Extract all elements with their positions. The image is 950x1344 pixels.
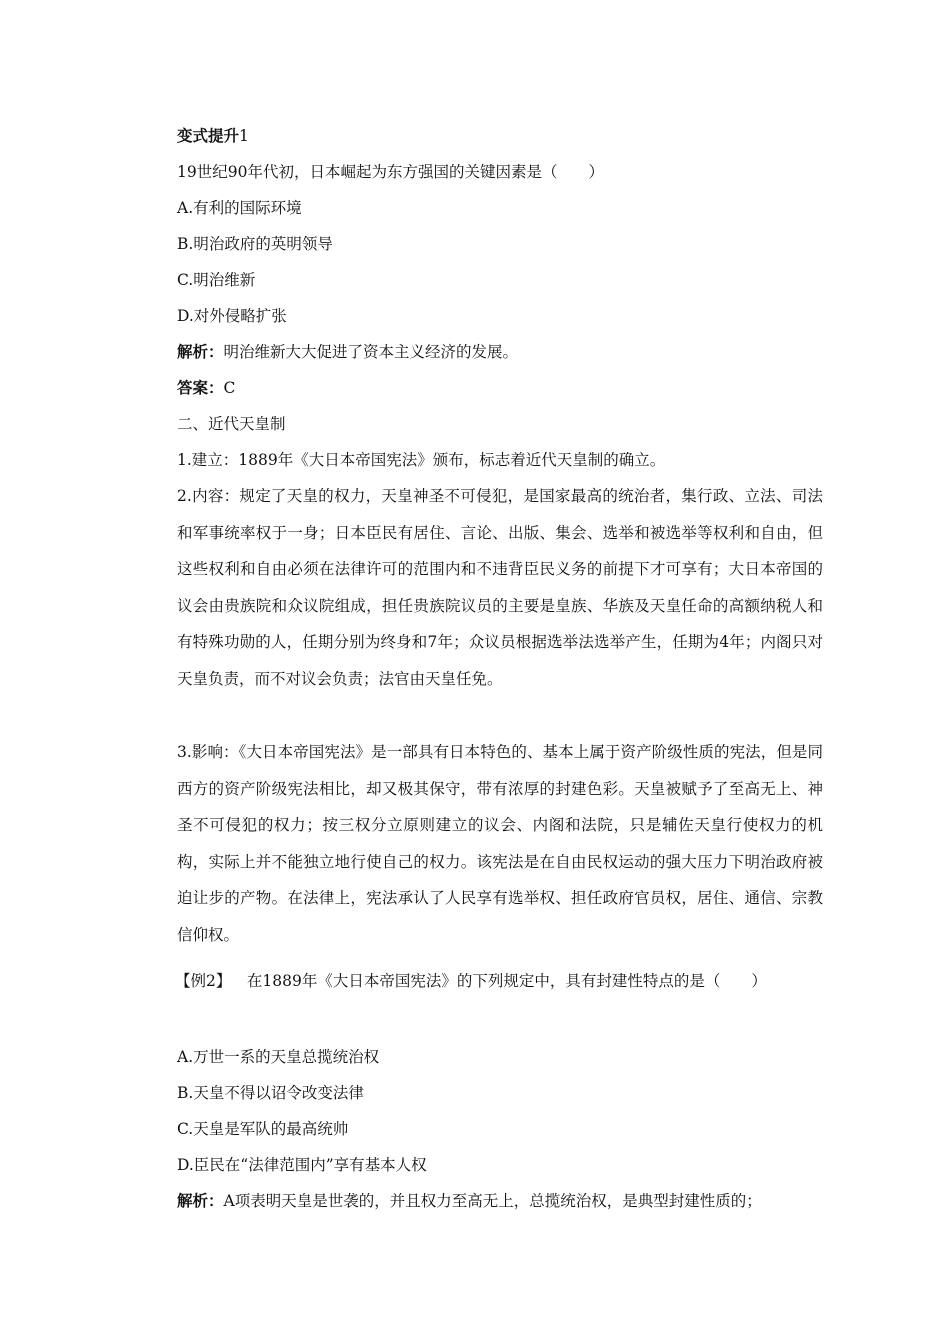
section-title: 二、近代天皇制 bbox=[177, 415, 286, 433]
example2-option-a: A.万世一系的天皇总揽统治权 bbox=[177, 1048, 380, 1066]
variant-option-c: C.明治维新 bbox=[177, 271, 256, 289]
example2-option-b: B.天皇不得以诏令改变法律 bbox=[177, 1084, 364, 1102]
variant-answer: 答案：C bbox=[177, 378, 236, 397]
variant-option-a: A.有利的国际环境 bbox=[177, 199, 302, 217]
section-item-2: 2.内容：规定了天皇的权力，天皇神圣不可侵犯，是国家最高的统治者，集行政、立法、司法和军事统率权于一身；日本臣民有居住、言论、出版、集会、选举和被选举等权利和自由，但这些权利和自由必须在法律许可的范围内和不违背臣民义务的前提下才可享有；大日本帝国的议会由贵族院和众议院组成，担任贵族院议员的主要是皇族、华族及天皇任命的高额纳税人和有特殊功勋的人，任期分别为终身和7年；众议员根据选举法选举产生，任期为4年；内阁只对天皇负责，而不对议会负责；法官由天皇任免。 bbox=[177, 487, 823, 688]
example2-analysis: 解析：A项表明天皇是世袭的，并且权力至高无上，总揽统治权，是典型封建性质的； bbox=[177, 1191, 762, 1210]
section-item-3: 3.影响：《大日本帝国宪法》是一部具有日本特色的、基本上属于资产阶级性质的宪法，但是同西方的资产阶级宪法相比，却又极其保守，带有浓厚的封建色彩。天皇被赋予了至高无上、神圣不可侵犯的权力；按三权分立原则建立的议会、内阁和法院，只是辅佐天皇行使权力的机构，实际上并不能独立地行使自己的权力。该宪法是在自由民权运动的强大压力下明治政府被迫让步的产物。在法律上，宪法承认了人民享有选举权、担任政府官员权，居住、通信、宗教信仰权。 bbox=[177, 743, 823, 944]
example2-label: 【例2】 bbox=[175, 972, 232, 990]
example2-question: 【例2】 在1889年《大日本帝国宪法》的下列规定中，具有封建性特点的是（ ） bbox=[175, 972, 767, 990]
variant-option-d: D.对外侵略扩张 bbox=[177, 307, 287, 325]
section-item-1: 1.建立：1889年《大日本帝国宪法》颁布，标志着近代天皇制的确立。 bbox=[177, 451, 666, 469]
example2-option-c: C.天皇是军队的最高统帅 bbox=[177, 1120, 349, 1138]
example2-option-d: D.臣民在“法律范围内”享有基本人权 bbox=[177, 1156, 427, 1174]
variant-question: 19世纪90年代初，日本崛起为东方强国的关键因素是（ ） bbox=[177, 163, 604, 181]
variant-option-b: B.明治政府的英明领导 bbox=[177, 235, 333, 253]
variant-analysis: 解析：明治维新大大促进了资本主义经济的发展。 bbox=[177, 342, 519, 361]
variant-heading: 变式提升1 bbox=[177, 126, 249, 145]
